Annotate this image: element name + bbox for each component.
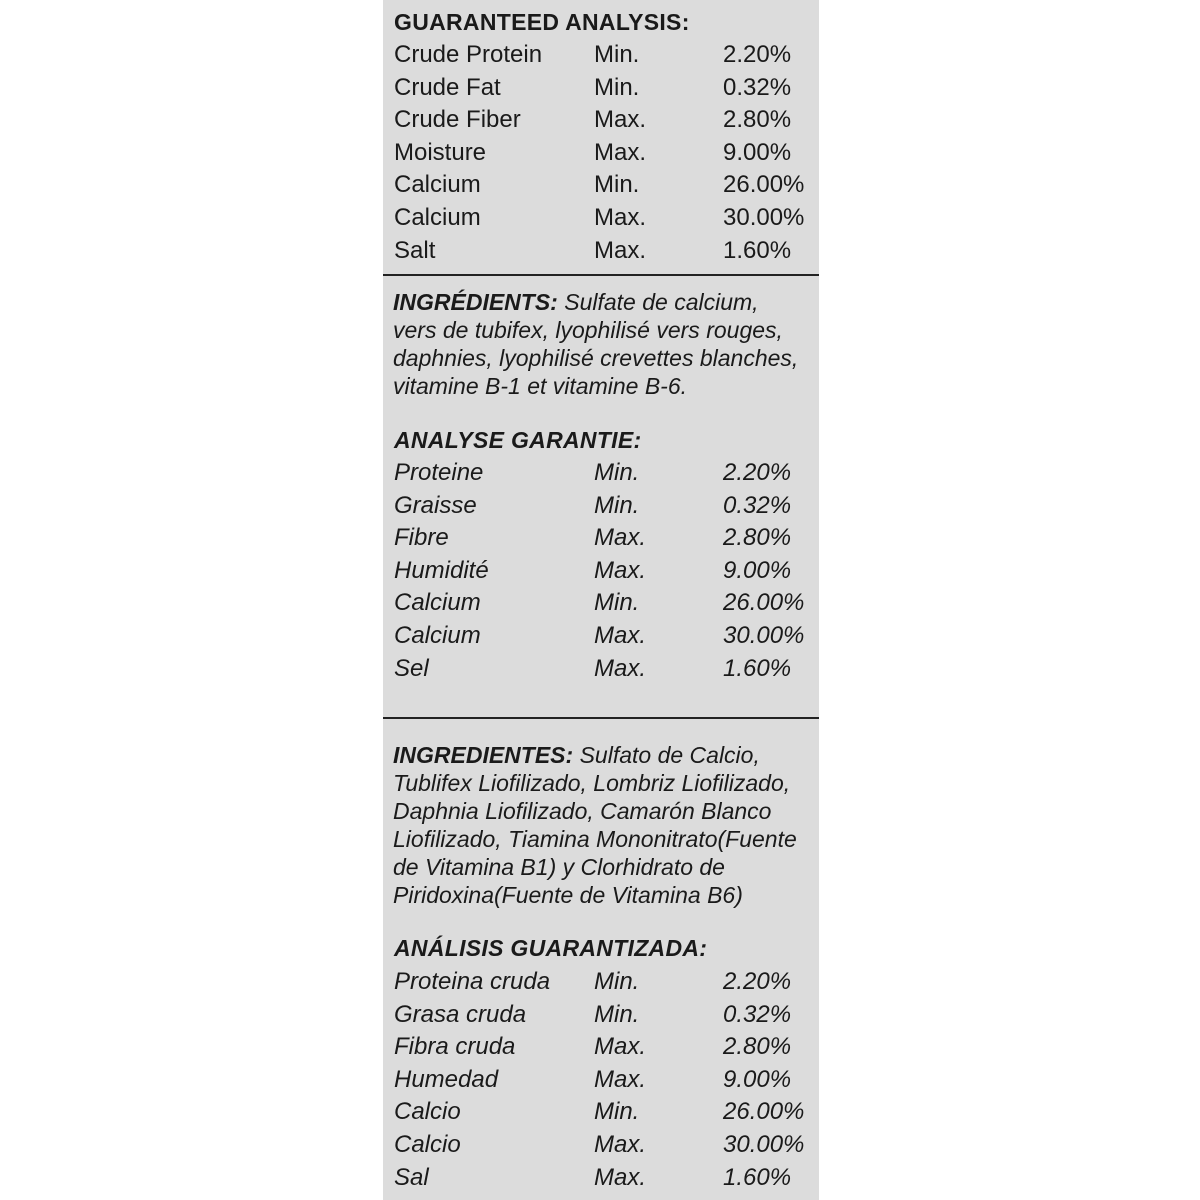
- qualifier: Max.: [594, 138, 647, 166]
- nutrient-name: Humidité: [394, 556, 489, 584]
- qualifier: Max.: [594, 524, 647, 552]
- percentage-value: 2.80%: [723, 106, 792, 134]
- percentage-value: 30.00%: [723, 622, 805, 649]
- section-divider: [383, 717, 819, 719]
- ingredients-line: Sulfato de Calcio,: [573, 742, 760, 768]
- percentage-value: 9.00%: [723, 1065, 792, 1093]
- qualifier: Max.: [594, 236, 647, 264]
- qualifier: Max.: [594, 1033, 647, 1061]
- percentage-value: 9.00%: [723, 138, 792, 166]
- qualifier: Max.: [594, 654, 647, 682]
- percentage-value: 26.00%: [723, 171, 805, 199]
- analysis-row: [394, 1066, 819, 1098]
- percentage-value: 2.20%: [723, 459, 792, 486]
- nutrient-name: Proteine: [394, 459, 484, 486]
- qualifier: Min.: [594, 41, 640, 68]
- analysis-row: [394, 1131, 819, 1163]
- qualifier: Max.: [594, 622, 647, 649]
- analysis-row: [394, 106, 819, 138]
- ingredients-line: Sulfate de calcium,: [557, 289, 759, 315]
- qualifier: Max.: [594, 106, 647, 134]
- ingredients-line: de Vitamina B1) y Clorhidrato de: [393, 854, 725, 880]
- ingredients-line: Daphnia Liofilizado, Camarón Blanco: [393, 798, 772, 824]
- analysis-row: [394, 171, 819, 203]
- nutrient-name: Sel: [394, 654, 429, 682]
- qualifier: Min.: [594, 968, 640, 995]
- nutrient-name: Humedad: [394, 1065, 499, 1093]
- nutrient-name: Salt: [394, 236, 436, 264]
- percentage-value: 2.80%: [723, 1033, 792, 1061]
- nutrient-name: Calcium: [394, 622, 481, 649]
- section-divider: [383, 274, 819, 276]
- nutrient-name: Calcium: [394, 589, 481, 617]
- analysis-row: [394, 139, 819, 171]
- analysis-row: [394, 492, 819, 524]
- qualifier: Min.: [594, 1098, 640, 1126]
- french-ingredients: [393, 288, 819, 400]
- qualifier: Min.: [594, 171, 640, 199]
- analysis-row: [394, 968, 819, 1000]
- qualifier: Min.: [594, 589, 640, 617]
- analysis-row: [394, 1033, 819, 1065]
- english-analysis-heading: GUARANTEED ANALYSIS:: [394, 9, 690, 35]
- nutrient-name: Fibra cruda: [394, 1033, 516, 1061]
- qualifier: Max.: [594, 1065, 647, 1093]
- percentage-value: 2.80%: [723, 524, 792, 552]
- nutrient-name: Calcium: [394, 171, 481, 199]
- percentage-value: 0.32%: [723, 1000, 792, 1028]
- nutrient-name: Grasa cruda: [394, 1000, 527, 1028]
- french-ingredients-label: INGRÉDIENTS:: [393, 289, 558, 315]
- nutrient-name: Sal: [394, 1163, 429, 1191]
- nutrient-name: Crude Protein: [394, 41, 543, 68]
- nutrient-name: Graisse: [394, 491, 477, 519]
- nutrient-name: Crude Fat: [394, 73, 501, 101]
- nutrient-name: Crude Fiber: [394, 106, 521, 134]
- analysis-row: [394, 459, 819, 491]
- analysis-row: [394, 1098, 819, 1130]
- percentage-value: 30.00%: [723, 204, 805, 231]
- analysis-row: [394, 589, 819, 621]
- analysis-row: [394, 74, 819, 106]
- analysis-row: [394, 622, 819, 654]
- nutrient-name: Calcio: [394, 1098, 461, 1126]
- qualifier: Min.: [594, 1000, 640, 1028]
- qualifier: Max.: [594, 1163, 647, 1191]
- nutrient-name: Calcium: [394, 204, 481, 231]
- analysis-row: [394, 41, 819, 73]
- nutrient-name: Proteina cruda: [394, 968, 551, 995]
- percentage-value: 2.20%: [723, 968, 792, 995]
- ingredients-line: daphnies, lyophilisé crevettes blanches,: [393, 345, 799, 371]
- spanish-analysis-heading: ANÁLISIS GUARANTIZADA:: [394, 935, 708, 961]
- qualifier: Min.: [594, 491, 640, 519]
- qualifier: Max.: [594, 556, 647, 584]
- ingredients-line: Liofilizado, Tiamina Mononitrato(Fuente: [393, 826, 797, 852]
- analysis-row: [394, 655, 819, 687]
- percentage-value: 0.32%: [723, 491, 792, 519]
- ingredients-line: vitamine B-1 et vitamine B-6.: [393, 373, 688, 399]
- percentage-value: 9.00%: [723, 556, 792, 584]
- ingredients-line: Piridoxina(Fuente de Vitamina B6): [393, 882, 743, 908]
- qualifier: Min.: [594, 73, 640, 101]
- nutrient-name: Moisture: [394, 138, 487, 166]
- qualifier: Min.: [594, 459, 640, 486]
- analysis-row: [394, 1001, 819, 1033]
- spanish-ingredients-label: INGREDIENTES:: [393, 742, 574, 768]
- nutrient-name: Calcio: [394, 1131, 461, 1158]
- percentage-value: 1.60%: [723, 1163, 792, 1191]
- ingredients-line: vers de tubifex, lyophilisé vers rouges,: [393, 317, 783, 343]
- percentage-value: 1.60%: [723, 236, 792, 264]
- percentage-value: 30.00%: [723, 1131, 805, 1158]
- ingredients-line: Tublifex Liofilizado, Lombriz Liofilizado,: [393, 770, 791, 796]
- french-analysis-heading: ANALYSE GARANTIE:: [394, 427, 642, 453]
- nutrition-label-panel: [383, 0, 819, 1200]
- qualifier: Max.: [594, 1131, 647, 1158]
- percentage-value: 0.32%: [723, 73, 792, 101]
- analysis-row: [394, 557, 819, 589]
- qualifier: Max.: [594, 204, 647, 231]
- percentage-value: 26.00%: [723, 589, 805, 617]
- analysis-row: [394, 524, 819, 556]
- percentage-value: 2.20%: [723, 41, 792, 68]
- analysis-row: [394, 204, 819, 236]
- analysis-row: [394, 237, 819, 269]
- percentage-value: 26.00%: [723, 1098, 805, 1126]
- nutrient-name: Fibre: [394, 524, 449, 552]
- analysis-row: [394, 1164, 819, 1196]
- percentage-value: 1.60%: [723, 654, 792, 682]
- spanish-ingredients: [393, 741, 819, 909]
